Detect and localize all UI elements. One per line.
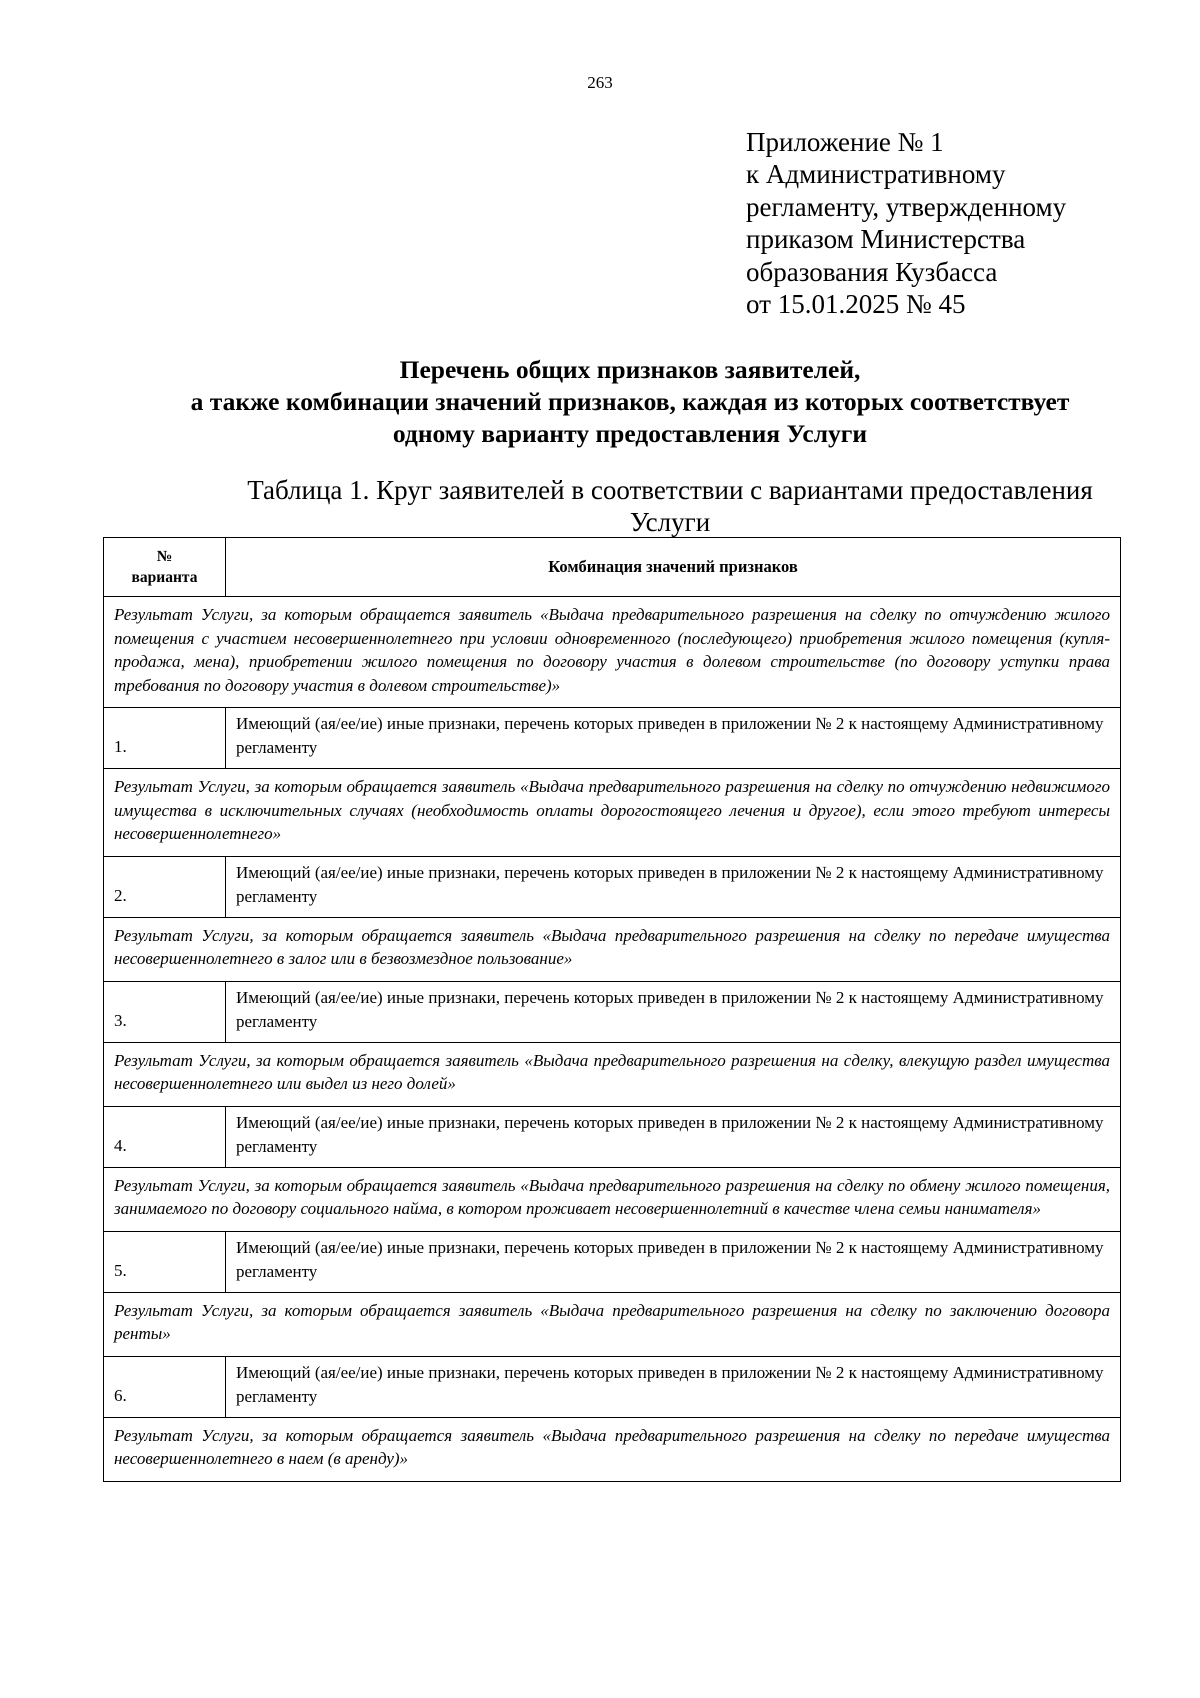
variant-row [104,981,1121,1042]
table-header-row [104,538,1121,597]
appendix-line: образования Кузбасса [746,256,998,287]
result-description: Результат Услуги, за которым обращается заявитель «Выдача предварительного разрешения на сделку по отчуждению недвижимого имущества в исключительных случаях (необходимость оплаты дорогостоящего лечения и другое), если этого требуют интересы несовершеннолетнего» [104,769,1121,857]
result-description: Результат Услуги, за которым обращается заявитель «Выдача предварительного разрешения на сделку по передаче имущества несовершеннолетнего в наем (в аренду)» [104,1417,1121,1481]
variant-number: 4. [104,1106,226,1167]
header-combination: Комбинация значений признаков [226,538,1121,597]
result-row [104,1417,1121,1481]
variant-row [104,708,1121,769]
result-description: Результат Услуги, за которым обращается заявитель «Выдача предварительного разрешения на сделку по передаче имущества несовершеннолетнего в залог или в безвозмездное пользование» [104,917,1121,981]
variant-number: 6. [104,1356,226,1417]
variant-number: 1. [104,708,226,769]
appendix-line: регламенту, утвержденному [746,191,1067,222]
page-number: 263 [587,73,613,92]
variant-row [104,1106,1121,1167]
variant-combination: Имеющий (ая/ее/ие) иные признаки, перечень которых приведен в приложении № 2 к настоящему Административному регламенту [226,1106,1121,1167]
variant-row [104,1231,1121,1292]
variant-combination: Имеющий (ая/ее/ие) иные признаки, перечень которых приведен в приложении № 2 к настоящему Административному регламенту [226,708,1121,769]
title-line: одному варианту предоставления Услуги [392,419,868,448]
variant-combination: Имеющий (ая/ее/ие) иные признаки, перечень которых приведен в приложении № 2 к настоящему Административному регламенту [226,1231,1121,1292]
variants-table [103,537,1121,1482]
result-row [104,1167,1121,1231]
result-description: Результат Услуги, за которым обращается заявитель «Выдача предварительного разрешения на сделку, влекущую раздел имущества несовершеннолетнего или выдел из него долей» [104,1042,1121,1106]
variant-combination: Имеющий (ая/ее/ие) иные признаки, перечень которых приведен в приложении № 2 к настоящему Административному регламенту [226,981,1121,1042]
variant-combination: Имеющий (ая/ее/ие) иные признаки, перечень которых приведен в приложении № 2 к настоящему Административному регламенту [226,856,1121,917]
result-description: Результат Услуги, за которым обращается заявитель «Выдача предварительного разрешения на сделку по заключению договора ренты» [104,1292,1121,1356]
variant-row [104,1356,1121,1417]
title-line: Перечень общих признаков заявителей, [399,355,861,384]
header-num-label: варианта [131,569,198,586]
header-variant-number [104,538,226,597]
variant-number: 2. [104,856,226,917]
document-title [0,354,1200,450]
result-row [104,597,1121,708]
title-line: а также комбинации значений признаков, каждая из которых соответствует [190,387,1070,416]
variant-combination: Имеющий (ая/ее/ие) иные признаки, перечень которых приведен в приложении № 2 к настоящему Административному регламенту [226,1356,1121,1417]
header-num-symbol: № [156,548,173,565]
appendix-line: к Административному [746,159,1006,190]
variant-row [104,856,1121,917]
result-row [104,917,1121,981]
result-description: Результат Услуги, за которым обращается заявитель «Выдача предварительного разрешения на сделку по отчуждению жилого помещения с участием несовершеннолетнего при условии одновременного (последующего) приобретения жилого помещения (купля-продажа, мена), приобретении жилого помещения по договору участия в долевом строительстве (по договору уступки права требования по договору участия в долевом строительстве)» [104,597,1121,708]
variant-number: 5. [104,1231,226,1292]
appendix-line: Приложение № 1 [746,127,944,157]
result-row [104,769,1121,857]
variant-number: 3. [104,981,226,1042]
appendix-line: приказом Министерства [746,224,1026,255]
table-caption: Таблица 1. Круг заявителей в соответствии с вариантами предоставления Услуги [247,475,1093,537]
result-row [104,1042,1121,1106]
result-row [104,1292,1121,1356]
appendix-reference [746,126,1066,320]
appendix-line: от 15.01.2025 № 45 [746,289,966,320]
result-description: Результат Услуги, за которым обращается заявитель «Выдача предварительного разрешения на сделку по обмену жилого помещения, занимаемого по договору социального найма, в котором проживает несовершеннолетний в качестве члена семьи нанимателя» [104,1167,1121,1231]
